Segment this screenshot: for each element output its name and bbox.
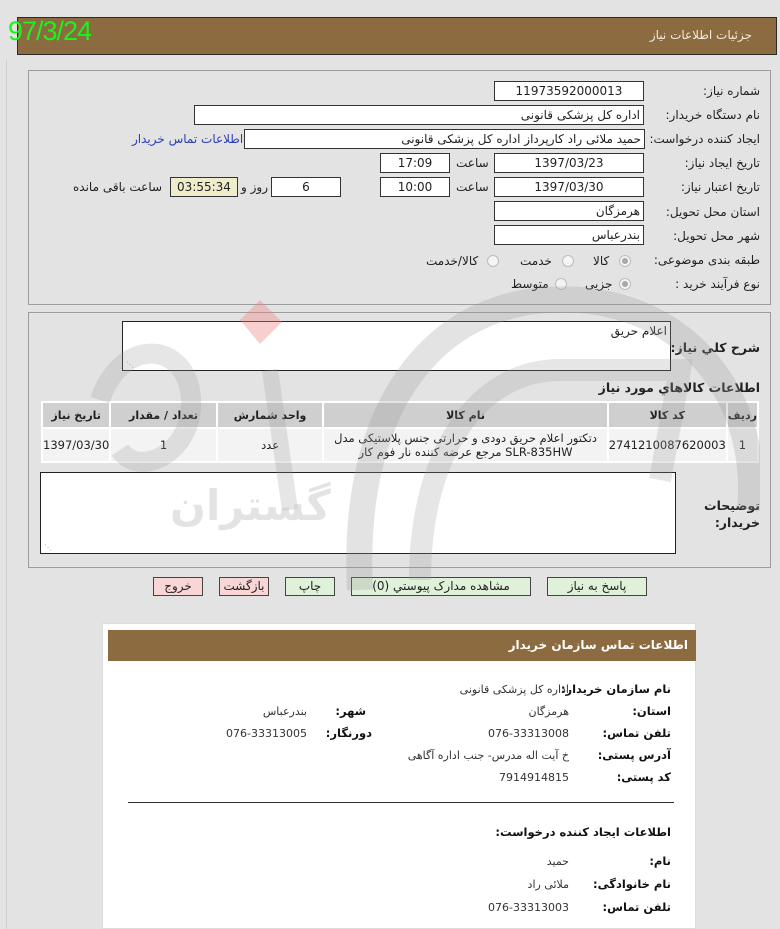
buyer-notes-textarea[interactable] [40,472,676,554]
contact-org-value: اداره کل پزشکی قانونی [459,683,569,696]
col-code: کد کالا [609,403,726,427]
remaining-days-field: 6 [271,177,341,197]
contact-address-value: خ آیت اله مدرس- جنب اداره آگاهی [407,749,569,762]
divider [128,802,674,803]
creator-section-title: اطلاعات ایجاد کننده درخواست: [495,825,671,839]
contact-fax-label: دورنگار: [325,726,372,740]
page-title: جزئیات اطلاعات نیاز [649,28,752,42]
days-label: روز و [241,180,268,194]
col-name: نام کالا [324,403,606,427]
category-option-goods: کالا [593,254,610,268]
description-label: شرح كلي نياز: [670,340,760,355]
created-time-label: ساعت [456,156,489,170]
buyer-org-label: نام دستگاه خریدار: [665,108,760,122]
category-option-service: خدمت [520,254,552,268]
purchase-radio-medium[interactable] [555,278,567,290]
purchase-option-minor: جزیی [585,277,613,291]
contact-org-label: نام سازمان خریدار: [560,682,671,696]
back-button[interactable]: بازگشت [219,577,269,596]
province-label: استان محل تحویل: [665,205,760,219]
attachments-button[interactable]: مشاهده مدارک پیوستي (0) [351,577,531,596]
purchase-radio-minor[interactable] [619,278,631,290]
purchase-option-medium: متوسط [511,277,549,291]
contact-phone-label: تلفن تماس: [602,726,671,740]
cell-code: 2741210087620003 [609,429,726,461]
description-text: اعلام حریق [610,324,667,338]
col-date: تاریخ نیاز [43,403,109,427]
buyer-contact-link[interactable]: اطلاعات تماس خریدار [132,132,244,146]
col-unit: واحد شمارش [218,403,323,427]
buyer-notes-label-1: توضیحات [704,498,760,513]
resize-grip-icon[interactable]: ⋰ [126,360,133,369]
contact-postal-label: کد پستی: [616,770,671,784]
category-radio-service[interactable] [562,255,574,267]
category-radio-both[interactable] [487,255,499,267]
exit-button[interactable]: خروج [153,577,203,596]
created-date-field: 1397/03/23 [494,153,644,173]
contact-card-header [108,630,696,661]
col-row: ردیف [728,403,757,427]
cell-name-line2: SLR-835HW مرجع عرضه کننده نار فوم کار [358,445,573,459]
description-textarea[interactable] [122,321,671,371]
remaining-label: ساعت باقی مانده [73,180,163,194]
contact-city-value: بندرعباس [262,705,307,718]
creator-phone-value: 076-33313003 [488,901,569,914]
cell-name-line1: دتکتور اعلام حریق دودی و حرارتی جنس پلاستیکی مدل [334,431,597,445]
category-option-both: کالا/خدمت [426,254,479,268]
valid-time-field: 10:00 [380,177,450,197]
items-section-title: اطلاعات كالاهاي مورد نياز [598,380,760,395]
contact-address-label: آدرس پستی: [597,748,671,762]
creator-first-name-label: نام: [649,854,671,868]
col-qty: تعداد / مقدار [111,403,216,427]
table-row [43,429,757,461]
buyer-org-field: اداره کل پزشکی قانونی [194,105,644,125]
requester-label: ایجاد کننده درخواست: [649,132,760,146]
remaining-time-field: 03:55:34 [170,177,238,197]
cell-name [324,429,606,461]
contact-postal-value: 7914914815 [499,771,569,784]
buyer-contact-card [102,623,696,929]
valid-time-label: ساعت [456,180,489,194]
page-header [17,17,777,55]
print-button[interactable]: چاپ [285,577,335,596]
creator-last-name-label: نام خانوادگی: [593,877,671,891]
creator-last-name-value: ملائی راد [527,878,569,891]
requester-field: حمید ملائی راد کارپرداز اداره کل پزشکی قانونی [244,129,645,149]
cell-qty: 1 [111,429,216,461]
need-number-field: 11973592000013 [494,81,644,101]
creator-first-name-value: حمید [546,855,569,868]
category-label: طبقه بندی موضوعی: [653,253,760,267]
province-field: هرمزگان [494,201,644,221]
contact-card-title: اطلاعات تماس سازمان خریدار [508,638,688,652]
items-table [41,401,759,463]
cell-date: 1397/03/30 [43,429,109,461]
buyer-notes-label-2: خریدار: [714,515,760,530]
contact-province-label: استان: [632,704,671,718]
created-time-field: 17:09 [380,153,450,173]
category-radio-goods[interactable] [619,255,631,267]
page-edge [6,60,7,929]
resize-grip-icon[interactable]: ⋰ [44,543,51,552]
cell-row: 1 [728,429,757,461]
contact-city-label: شهر: [335,704,366,718]
creator-phone-label: تلفن تماس: [602,900,671,914]
need-number-label: شماره نیاز: [703,84,760,98]
city-field: بندرعباس [494,225,644,245]
contact-province-value: هرمزگان [528,705,569,718]
created-date-label: تاریخ ایجاد نیاز: [684,156,760,170]
valid-date-label: تاریخ اعتبار نیاز: [680,180,760,194]
contact-phone-value: 076-33313008 [488,727,569,740]
city-label: شهر محل تحویل: [673,229,760,243]
cell-unit: عدد [218,429,323,461]
purchase-type-label: نوع فرآیند خرید : [675,277,760,291]
valid-date-field: 1397/03/30 [494,177,644,197]
svg-text:گستران: گستران [170,481,331,530]
date-stamp: 97/3/24 [8,16,92,46]
reply-button[interactable]: پاسخ به نیاز [547,577,647,596]
contact-fax-value: 076-33313005 [226,727,307,740]
